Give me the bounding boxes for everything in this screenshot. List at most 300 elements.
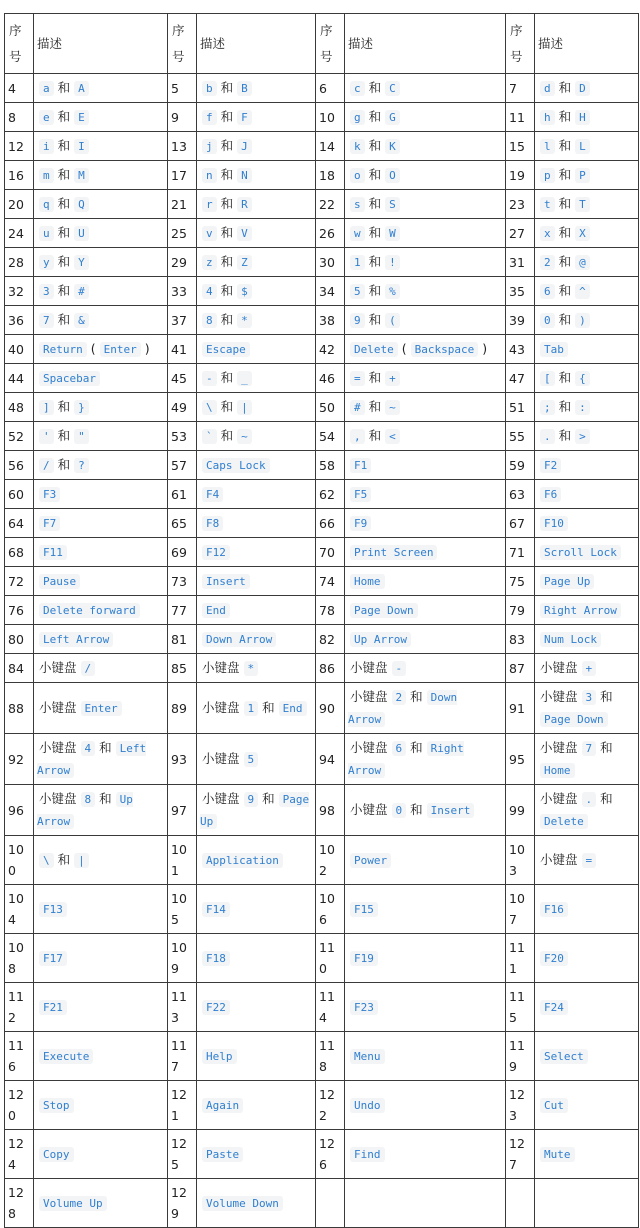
key-number: 67	[506, 509, 535, 538]
key-description	[535, 161, 639, 190]
key-description	[197, 983, 316, 1032]
key-description	[535, 983, 639, 1032]
key-number: 28	[5, 248, 34, 277]
key-number: 85	[168, 654, 197, 683]
key-code: Paste	[202, 1147, 243, 1162]
key-description	[345, 480, 506, 509]
key-description	[345, 567, 506, 596]
key-description	[34, 248, 168, 277]
key-code: F20	[540, 951, 568, 966]
key-description	[34, 683, 168, 734]
key-code: l	[540, 139, 555, 154]
key-description	[197, 451, 316, 480]
key-description	[197, 734, 316, 785]
key-code: -	[202, 371, 217, 386]
key-number: 51	[506, 393, 535, 422]
key-description	[197, 248, 316, 277]
key-code: Page Down	[540, 712, 608, 727]
key-code: 5	[244, 752, 259, 767]
table-row	[5, 480, 639, 509]
key-code: L	[575, 139, 590, 154]
key-code: P	[575, 168, 590, 183]
key-number: 57	[168, 451, 197, 480]
key-description	[535, 306, 639, 335]
key-code: F3	[39, 487, 60, 502]
key-code: Select	[540, 1049, 588, 1064]
key-number: 91	[506, 683, 535, 734]
desc-text: 小键盘	[39, 791, 77, 806]
key-number: 45	[168, 364, 197, 393]
key-code: |	[237, 400, 252, 415]
key-code: k	[350, 139, 365, 154]
key-number: 98	[316, 785, 345, 836]
table-row	[5, 785, 639, 836]
key-code: v	[202, 226, 217, 241]
key-number: 76	[5, 596, 34, 625]
desc-text: 和	[558, 399, 572, 414]
key-description	[535, 785, 639, 836]
key-number: 100	[5, 836, 34, 885]
key-number: 60	[5, 480, 34, 509]
desc-text: 和	[410, 740, 423, 755]
key-number: 112	[5, 983, 34, 1032]
key-code: Left Arrow	[39, 632, 113, 647]
key-number: 108	[5, 934, 34, 983]
key-code: h	[540, 110, 555, 125]
key-number: 97	[168, 785, 197, 836]
key-code: Find	[350, 1147, 385, 1162]
key-description	[345, 364, 506, 393]
key-code: t	[540, 197, 555, 212]
key-description	[535, 190, 639, 219]
desc-text: 小键盘	[540, 660, 578, 675]
key-description	[535, 451, 639, 480]
key-code: F18	[202, 951, 230, 966]
key-code: F13	[39, 902, 67, 917]
table-row	[5, 654, 639, 683]
key-description	[34, 734, 168, 785]
key-description	[535, 335, 639, 364]
table-row	[5, 734, 639, 785]
desc-text: (	[90, 341, 96, 356]
key-code: Cut	[540, 1098, 568, 1113]
key-code: )	[575, 313, 590, 328]
key-code: 3	[582, 690, 597, 705]
table-row	[5, 393, 639, 422]
desc-text: 和	[57, 312, 71, 327]
key-code: I	[74, 139, 89, 154]
desc-text: 和	[57, 399, 71, 414]
desc-text: 和	[57, 852, 71, 867]
key-number: 122	[316, 1081, 345, 1130]
key-number: 13	[168, 132, 197, 161]
key-code: Down Arrow	[348, 691, 458, 726]
key-description	[34, 393, 168, 422]
key-description	[197, 190, 316, 219]
key-number: 77	[168, 596, 197, 625]
key-number: 11	[506, 103, 535, 132]
key-number: 24	[5, 219, 34, 248]
key-description	[34, 74, 168, 103]
key-code: Return	[39, 342, 87, 357]
table-row	[5, 422, 639, 451]
key-code: 9	[244, 792, 259, 807]
key-description	[345, 983, 506, 1032]
table-row	[5, 1032, 639, 1081]
table-row	[5, 596, 639, 625]
key-code: 1	[350, 255, 365, 270]
key-code: Mute	[540, 1147, 575, 1162]
desc-text: 小键盘	[540, 740, 578, 755]
key-code: @	[575, 255, 590, 270]
desc-text: 和	[558, 109, 572, 124]
key-number: 113	[168, 983, 197, 1032]
key-description	[197, 103, 316, 132]
key-code: {	[575, 371, 590, 386]
key-description	[345, 248, 506, 277]
key-number: 114	[316, 983, 345, 1032]
key-number: 71	[506, 538, 535, 567]
desc-text: 和	[220, 80, 234, 95]
key-code: >	[575, 429, 590, 444]
key-code: x	[540, 226, 555, 241]
key-code: f	[202, 110, 217, 125]
key-code: Help	[202, 1049, 237, 1064]
key-description	[197, 393, 316, 422]
key-code: j	[202, 139, 217, 154]
key-description	[34, 567, 168, 596]
key-code: ^	[575, 284, 590, 299]
key-number: 36	[5, 306, 34, 335]
key-description	[345, 277, 506, 306]
key-number: 88	[5, 683, 34, 734]
key-number: 54	[316, 422, 345, 451]
key-code: X	[575, 226, 590, 241]
key-code: Home	[540, 763, 575, 778]
desc-text: 和	[220, 196, 234, 211]
key-code: 2	[392, 690, 407, 705]
key-code: 7	[582, 741, 597, 756]
key-number: 59	[506, 451, 535, 480]
key-code: 8	[81, 792, 96, 807]
key-code: F5	[350, 487, 371, 502]
table-row	[5, 74, 639, 103]
desc-text: 和	[57, 138, 71, 153]
key-number: 4	[5, 74, 34, 103]
key-number: 126	[316, 1130, 345, 1179]
key-description	[34, 654, 168, 683]
key-code: Q	[74, 197, 89, 212]
key-code: F14	[202, 902, 230, 917]
table-row	[5, 248, 639, 277]
key-code: $	[237, 284, 252, 299]
key-code: U	[74, 226, 89, 241]
table-row	[5, 567, 639, 596]
key-number: 102	[316, 836, 345, 885]
key-code: c	[350, 81, 365, 96]
key-description	[535, 422, 639, 451]
key-description	[34, 219, 168, 248]
key-number: 19	[506, 161, 535, 190]
key-description	[197, 654, 316, 683]
key-code: O	[385, 168, 400, 183]
table-row	[5, 451, 639, 480]
table-row	[5, 364, 639, 393]
key-number: 12	[5, 132, 34, 161]
header-desc: 描述	[197, 14, 316, 74]
key-code: (	[385, 313, 400, 328]
desc-text: 小键盘	[202, 660, 240, 675]
desc-text: 和	[99, 791, 112, 806]
key-code: 0	[540, 313, 555, 328]
key-number: 75	[506, 567, 535, 596]
key-code: F16	[540, 902, 568, 917]
key-number: 66	[316, 509, 345, 538]
key-description	[197, 132, 316, 161]
desc-text: 和	[220, 138, 234, 153]
key-number	[316, 1179, 345, 1228]
key-description	[34, 538, 168, 567]
desc-text: 和	[220, 428, 234, 443]
key-code: H	[575, 110, 590, 125]
key-code: F23	[350, 1000, 378, 1015]
table-row	[5, 625, 639, 654]
key-number: 37	[168, 306, 197, 335]
desc-text: 和	[368, 138, 382, 153]
key-code: -	[392, 661, 407, 676]
key-description	[535, 625, 639, 654]
key-code: =	[350, 371, 365, 386]
key-description	[345, 1032, 506, 1081]
key-code: /	[39, 458, 54, 473]
key-code: '	[39, 429, 54, 444]
key-description	[34, 1081, 168, 1130]
key-description	[535, 248, 639, 277]
key-code: F9	[350, 516, 371, 531]
key-code: g	[350, 110, 365, 125]
key-code: Execute	[39, 1049, 93, 1064]
key-description	[345, 335, 506, 364]
key-code: 6	[392, 741, 407, 756]
key-code: K	[385, 139, 400, 154]
desc-text: 和	[57, 283, 71, 298]
key-description	[197, 306, 316, 335]
key-code: q	[39, 197, 54, 212]
key-number: 111	[506, 934, 535, 983]
key-number: 65	[168, 509, 197, 538]
desc-text: 和	[558, 254, 572, 269]
key-description	[535, 364, 639, 393]
key-number: 106	[316, 885, 345, 934]
key-number: 79	[506, 596, 535, 625]
header-desc: 描述	[345, 14, 506, 74]
key-code: =	[582, 853, 597, 868]
key-description	[535, 74, 639, 103]
key-code: F21	[39, 1000, 67, 1015]
key-number: 89	[168, 683, 197, 734]
key-description	[34, 1130, 168, 1179]
key-code: Home	[350, 574, 385, 589]
key-description	[535, 1032, 639, 1081]
key-code: 6	[540, 284, 555, 299]
key-number: 104	[5, 885, 34, 934]
key-code: F17	[39, 951, 67, 966]
key-code: p	[540, 168, 555, 183]
key-code: F12	[202, 545, 230, 560]
key-description	[197, 277, 316, 306]
key-number: 5	[168, 74, 197, 103]
key-code: C	[385, 81, 400, 96]
key-number: 96	[5, 785, 34, 836]
desc-text: 和	[57, 109, 71, 124]
desc-text: 和	[220, 312, 234, 327]
key-code: M	[74, 168, 89, 183]
desc-text: 和	[558, 167, 572, 182]
key-code: End	[279, 701, 307, 716]
key-description	[535, 480, 639, 509]
key-number: 78	[316, 596, 345, 625]
key-description	[34, 364, 168, 393]
key-description	[535, 103, 639, 132]
key-code: Volume Up	[39, 1196, 107, 1211]
key-number: 129	[168, 1179, 197, 1228]
key-number: 53	[168, 422, 197, 451]
key-code: ,	[350, 429, 365, 444]
key-code: 3	[39, 284, 54, 299]
key-code: #	[74, 284, 89, 299]
key-number: 25	[168, 219, 197, 248]
desc-text: 和	[262, 791, 275, 806]
key-description	[535, 1179, 639, 1228]
key-description	[34, 785, 168, 836]
key-number: 118	[316, 1032, 345, 1081]
key-code: F4	[202, 487, 223, 502]
key-number: 22	[316, 190, 345, 219]
key-code: Caps Lock	[202, 458, 270, 473]
key-number: 16	[5, 161, 34, 190]
key-number: 6	[316, 74, 345, 103]
key-code: Stop	[39, 1098, 74, 1113]
key-number: 63	[506, 480, 535, 509]
key-code: ?	[74, 458, 89, 473]
key-code: `	[202, 429, 217, 444]
desc-text: 小键盘	[540, 791, 578, 806]
desc-text: 和	[368, 167, 382, 182]
key-code: F10	[540, 516, 568, 531]
key-description	[197, 1081, 316, 1130]
key-code: Escape	[202, 342, 250, 357]
key-description	[197, 683, 316, 734]
key-code: A	[74, 81, 89, 96]
key-description	[535, 393, 639, 422]
key-number: 115	[506, 983, 535, 1032]
key-description	[197, 1179, 316, 1228]
key-description	[345, 596, 506, 625]
desc-text: 小键盘	[202, 700, 240, 715]
key-code: a	[39, 81, 54, 96]
key-code: |	[74, 853, 89, 868]
key-description	[197, 480, 316, 509]
key-code: Y	[74, 255, 89, 270]
desc-text: 小键盘	[350, 689, 388, 704]
key-number: 47	[506, 364, 535, 393]
key-description	[535, 219, 639, 248]
key-code: ]	[39, 400, 54, 415]
key-number: 83	[506, 625, 535, 654]
table-header-row	[5, 14, 639, 74]
key-number: 18	[316, 161, 345, 190]
desc-text: 和	[368, 312, 382, 327]
key-number: 82	[316, 625, 345, 654]
desc-text: 和	[368, 196, 382, 211]
key-number: 124	[5, 1130, 34, 1179]
key-number: 29	[168, 248, 197, 277]
key-code: Application	[202, 853, 283, 868]
key-description	[197, 422, 316, 451]
key-number: 93	[168, 734, 197, 785]
desc-text: 和	[220, 370, 234, 385]
table-row	[5, 277, 639, 306]
desc-text: 和	[368, 80, 382, 95]
key-number: 15	[506, 132, 535, 161]
desc-text: 小键盘	[540, 689, 578, 704]
key-description	[197, 885, 316, 934]
key-description	[34, 885, 168, 934]
desc-text: 和	[368, 370, 382, 385]
key-number: 84	[5, 654, 34, 683]
header-num: 序号	[5, 14, 34, 74]
key-number: 21	[168, 190, 197, 219]
key-number: 87	[506, 654, 535, 683]
key-number: 40	[5, 335, 34, 364]
key-description	[197, 836, 316, 885]
key-code: [	[540, 371, 555, 386]
key-code: +	[385, 371, 400, 386]
header-desc: 描述	[34, 14, 168, 74]
key-description	[535, 1081, 639, 1130]
key-description	[197, 785, 316, 836]
key-number: 73	[168, 567, 197, 596]
key-code: :	[575, 400, 590, 415]
key-code: F2	[540, 458, 561, 473]
desc-text: 和	[368, 109, 382, 124]
desc-text: 小键盘	[39, 660, 77, 675]
key-code: u	[39, 226, 54, 241]
key-code: F22	[202, 1000, 230, 1015]
key-code: #	[350, 400, 365, 415]
key-description	[197, 364, 316, 393]
key-description	[345, 1130, 506, 1179]
desc-text: 和	[410, 802, 423, 817]
key-number: 44	[5, 364, 34, 393]
header-desc: 描述	[535, 14, 639, 74]
desc-text: 和	[57, 457, 71, 472]
desc-text: 和	[368, 428, 382, 443]
key-description	[34, 335, 168, 364]
desc-text: 小键盘	[350, 660, 388, 675]
key-description	[345, 306, 506, 335]
key-code: }	[74, 400, 89, 415]
key-number: 69	[168, 538, 197, 567]
key-description	[345, 103, 506, 132]
key-code: w	[350, 226, 365, 241]
key-code: Z	[237, 255, 252, 270]
key-number: 72	[5, 567, 34, 596]
key-number: 117	[168, 1032, 197, 1081]
key-code: Enter	[81, 701, 122, 716]
key-number: 8	[5, 103, 34, 132]
key-description	[535, 683, 639, 734]
